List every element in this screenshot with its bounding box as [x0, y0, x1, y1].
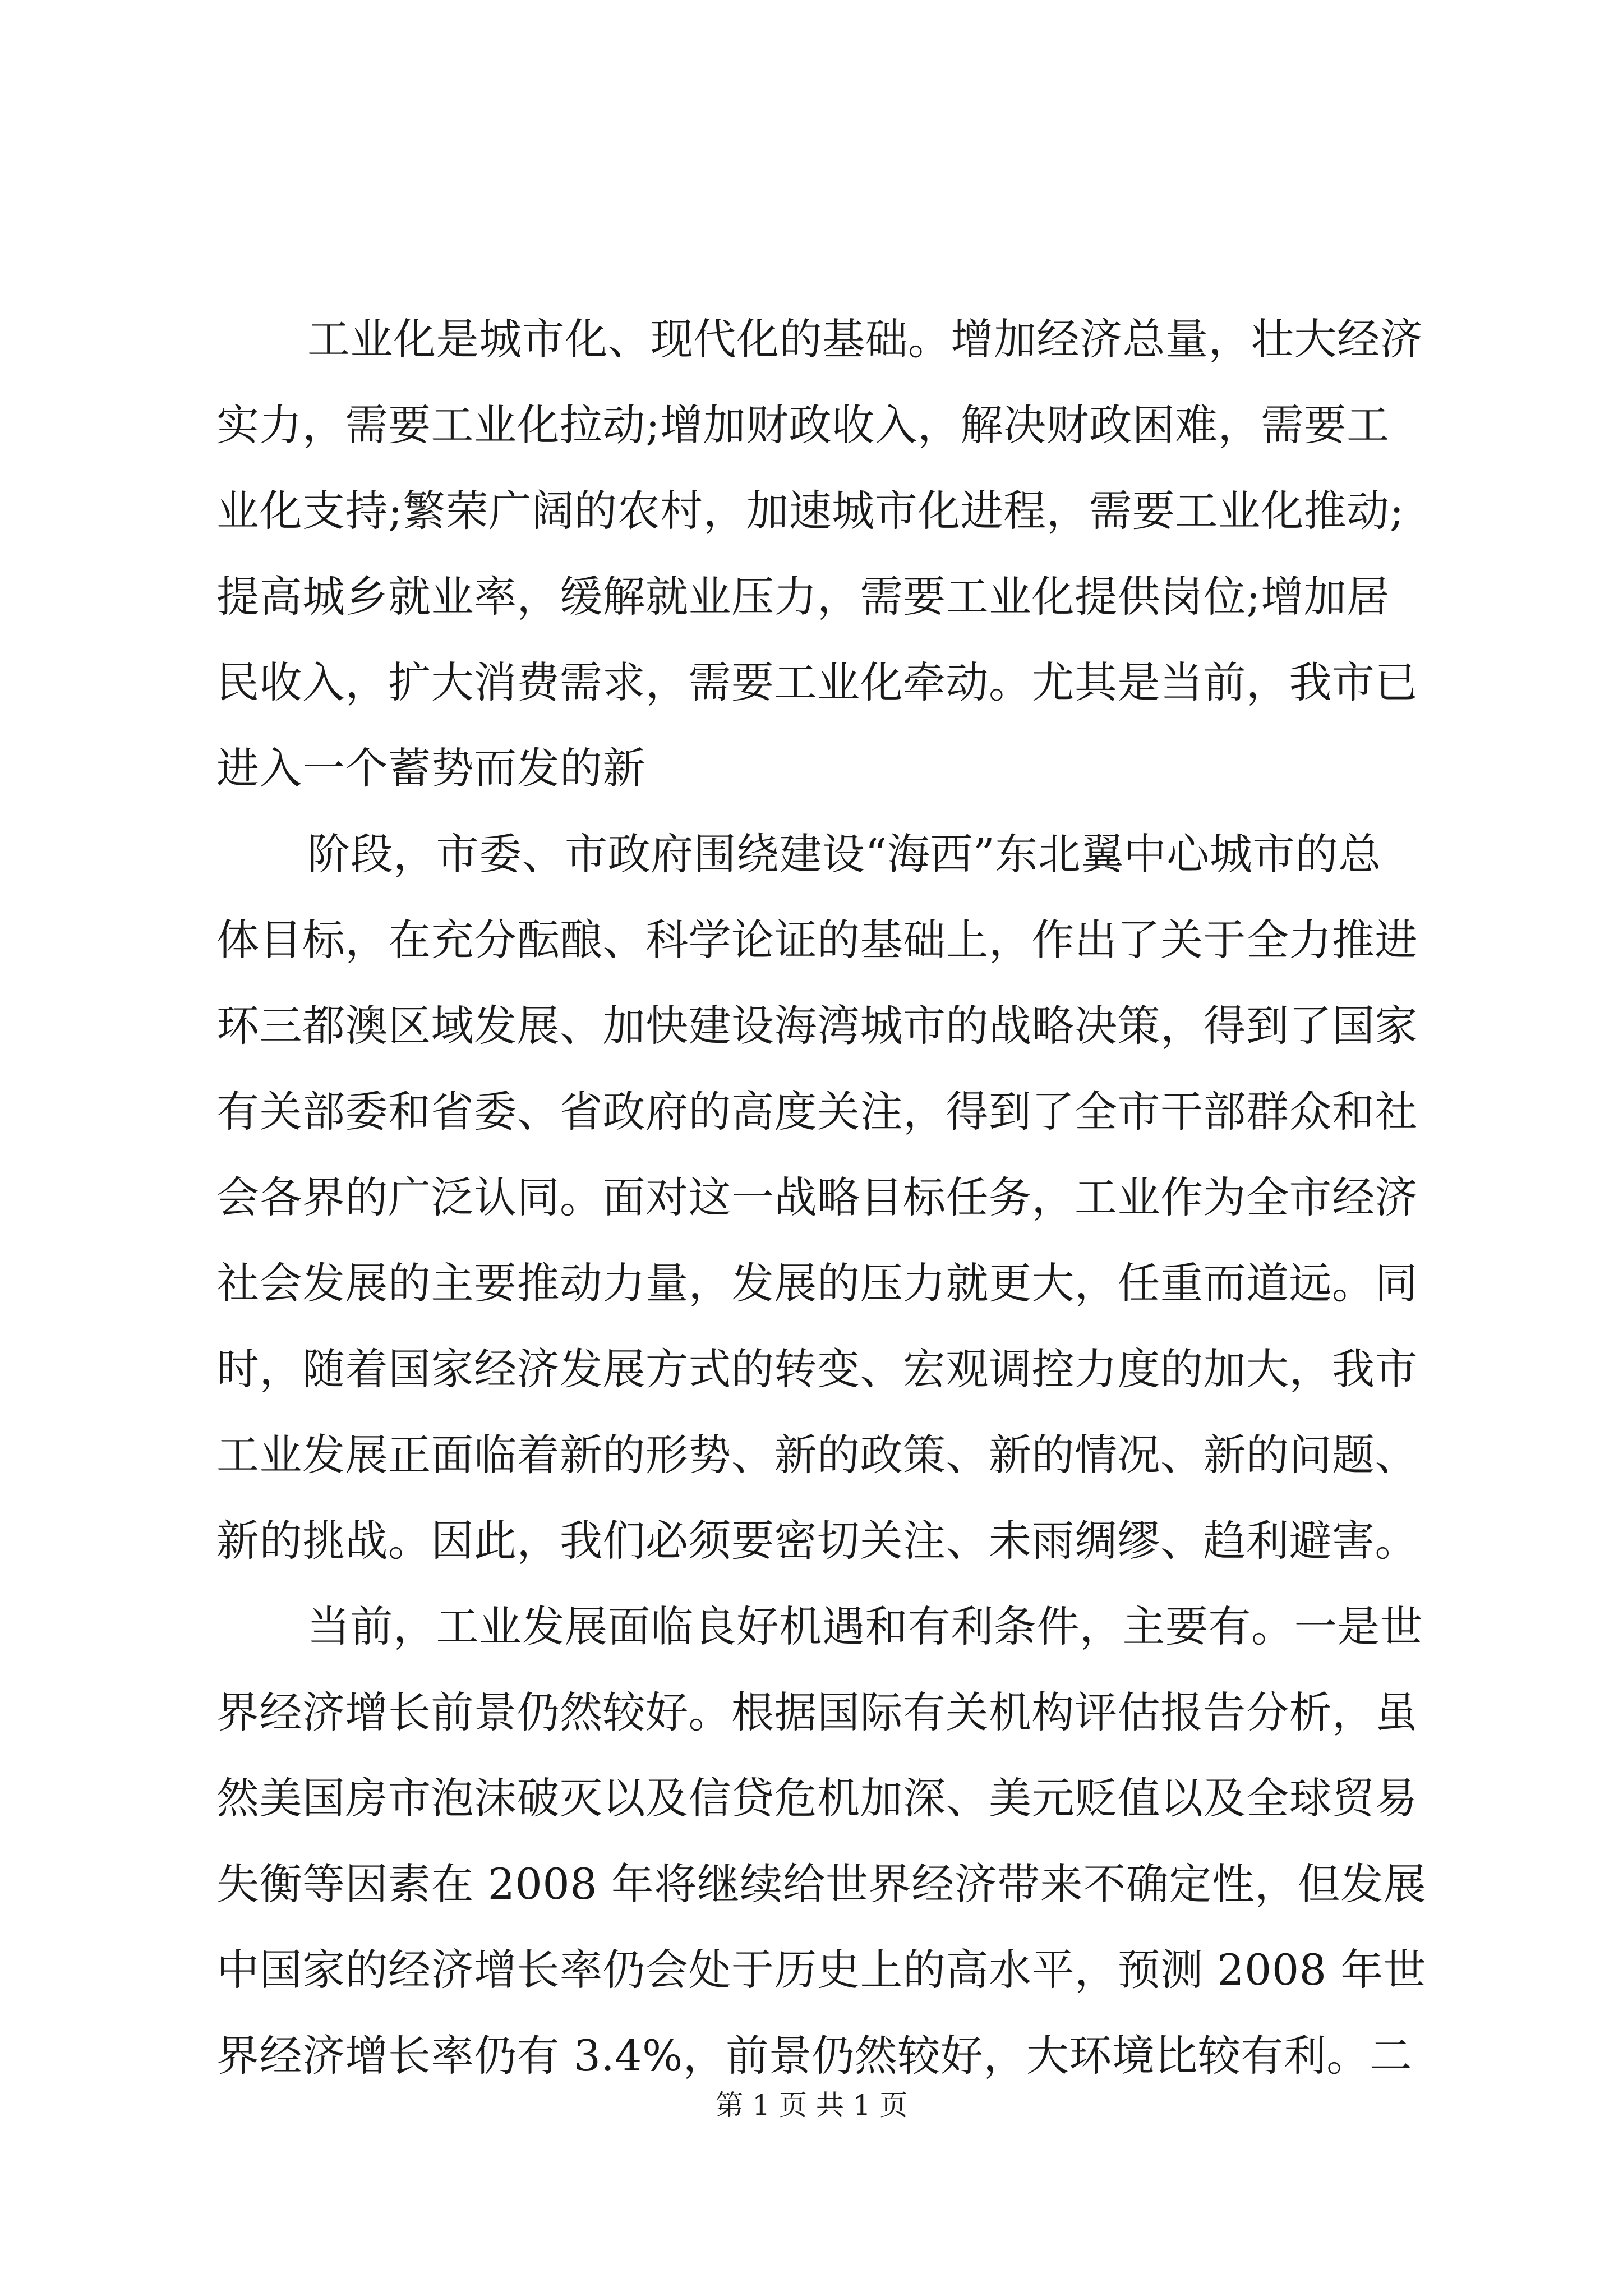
text-line: 有关部委和省委、省政府的高度关注，得到了全市干部群众和社: [216, 1087, 1418, 1137]
text-line: 进入一个蓄势而发的新: [216, 743, 645, 793]
text-line: 工业化是城市化、现代化的基础。增加经济总量，壮大经济: [307, 314, 1423, 364]
paragraph-2: [216, 811, 1418, 1584]
text-line: 环三都澳区域发展、加快建设海湾城市的战略决策，得到了国家: [216, 1001, 1418, 1051]
text-line: 社会发展的主要推动力量，发展的压力就更大，任重而道远。同: [216, 1258, 1418, 1308]
text-line: 失衡等因素在 2008 年将继续给世界经济带来不确定性，但发展: [216, 1859, 1427, 1909]
text-line: 会各界的广泛认同。面对这一战略目标任务，工业作为全市经济: [216, 1172, 1418, 1222]
text-line: 中国家的经济增长率仍会处于历史上的高水平，预测 2008 年世: [216, 1945, 1427, 1995]
text-line: 阶段，市委、市政府围绕建设“海西”东北翼中心城市的总: [307, 829, 1381, 879]
text-line: 实力，需要工业化拉动;增加财政收入，解决财政困难，需要工: [216, 400, 1390, 450]
paragraph-1: [216, 296, 1423, 811]
text-line: 当前，工业发展面临良好机遇和有利条件，主要有。一是世: [307, 1602, 1423, 1651]
page-footer: [0, 2086, 1623, 2125]
text-line: 民收入，扩大消费需求，需要工业化牵动。尤其是当前，我市已: [216, 657, 1418, 707]
text-line: 提高城乡就业率，缓解就业压力，需要工业化提供岗位;增加居: [216, 572, 1390, 622]
text-line: 工业发展正面临着新的形势、新的政策、新的情况、新的问题、: [216, 1430, 1418, 1480]
text-line: 体目标，在充分酝酿、科学论证的基础上，作出了关于全力推进: [216, 915, 1418, 965]
text-line: 界经济增长率仍有 3.4%，前景仍然较好，大环境比较有利。二: [216, 2031, 1413, 2081]
text-line: 业化支持;繁荣广阔的农村，加速城市化进程，需要工业化推动;: [216, 486, 1404, 536]
page-number-label: 第 1 页 共 1 页: [715, 2089, 908, 2122]
text-line: 新的挑战。因此，我们必须要密切关注、未雨绸缪、趋利避害。: [216, 1516, 1418, 1566]
text-line: 然美国房市泡沫破灭以及信贷危机加深、美元贬值以及全球贸易: [216, 1773, 1418, 1823]
document-body: [216, 296, 1427, 2099]
text-line: 时，随着国家经济发展方式的转变、宏观调控力度的加大，我市: [216, 1344, 1418, 1394]
text-line: 界经济增长前景仍然较好。根据国际有关机构评估报告分析，虽: [216, 1687, 1418, 1737]
paragraph-3: [216, 1584, 1427, 2099]
